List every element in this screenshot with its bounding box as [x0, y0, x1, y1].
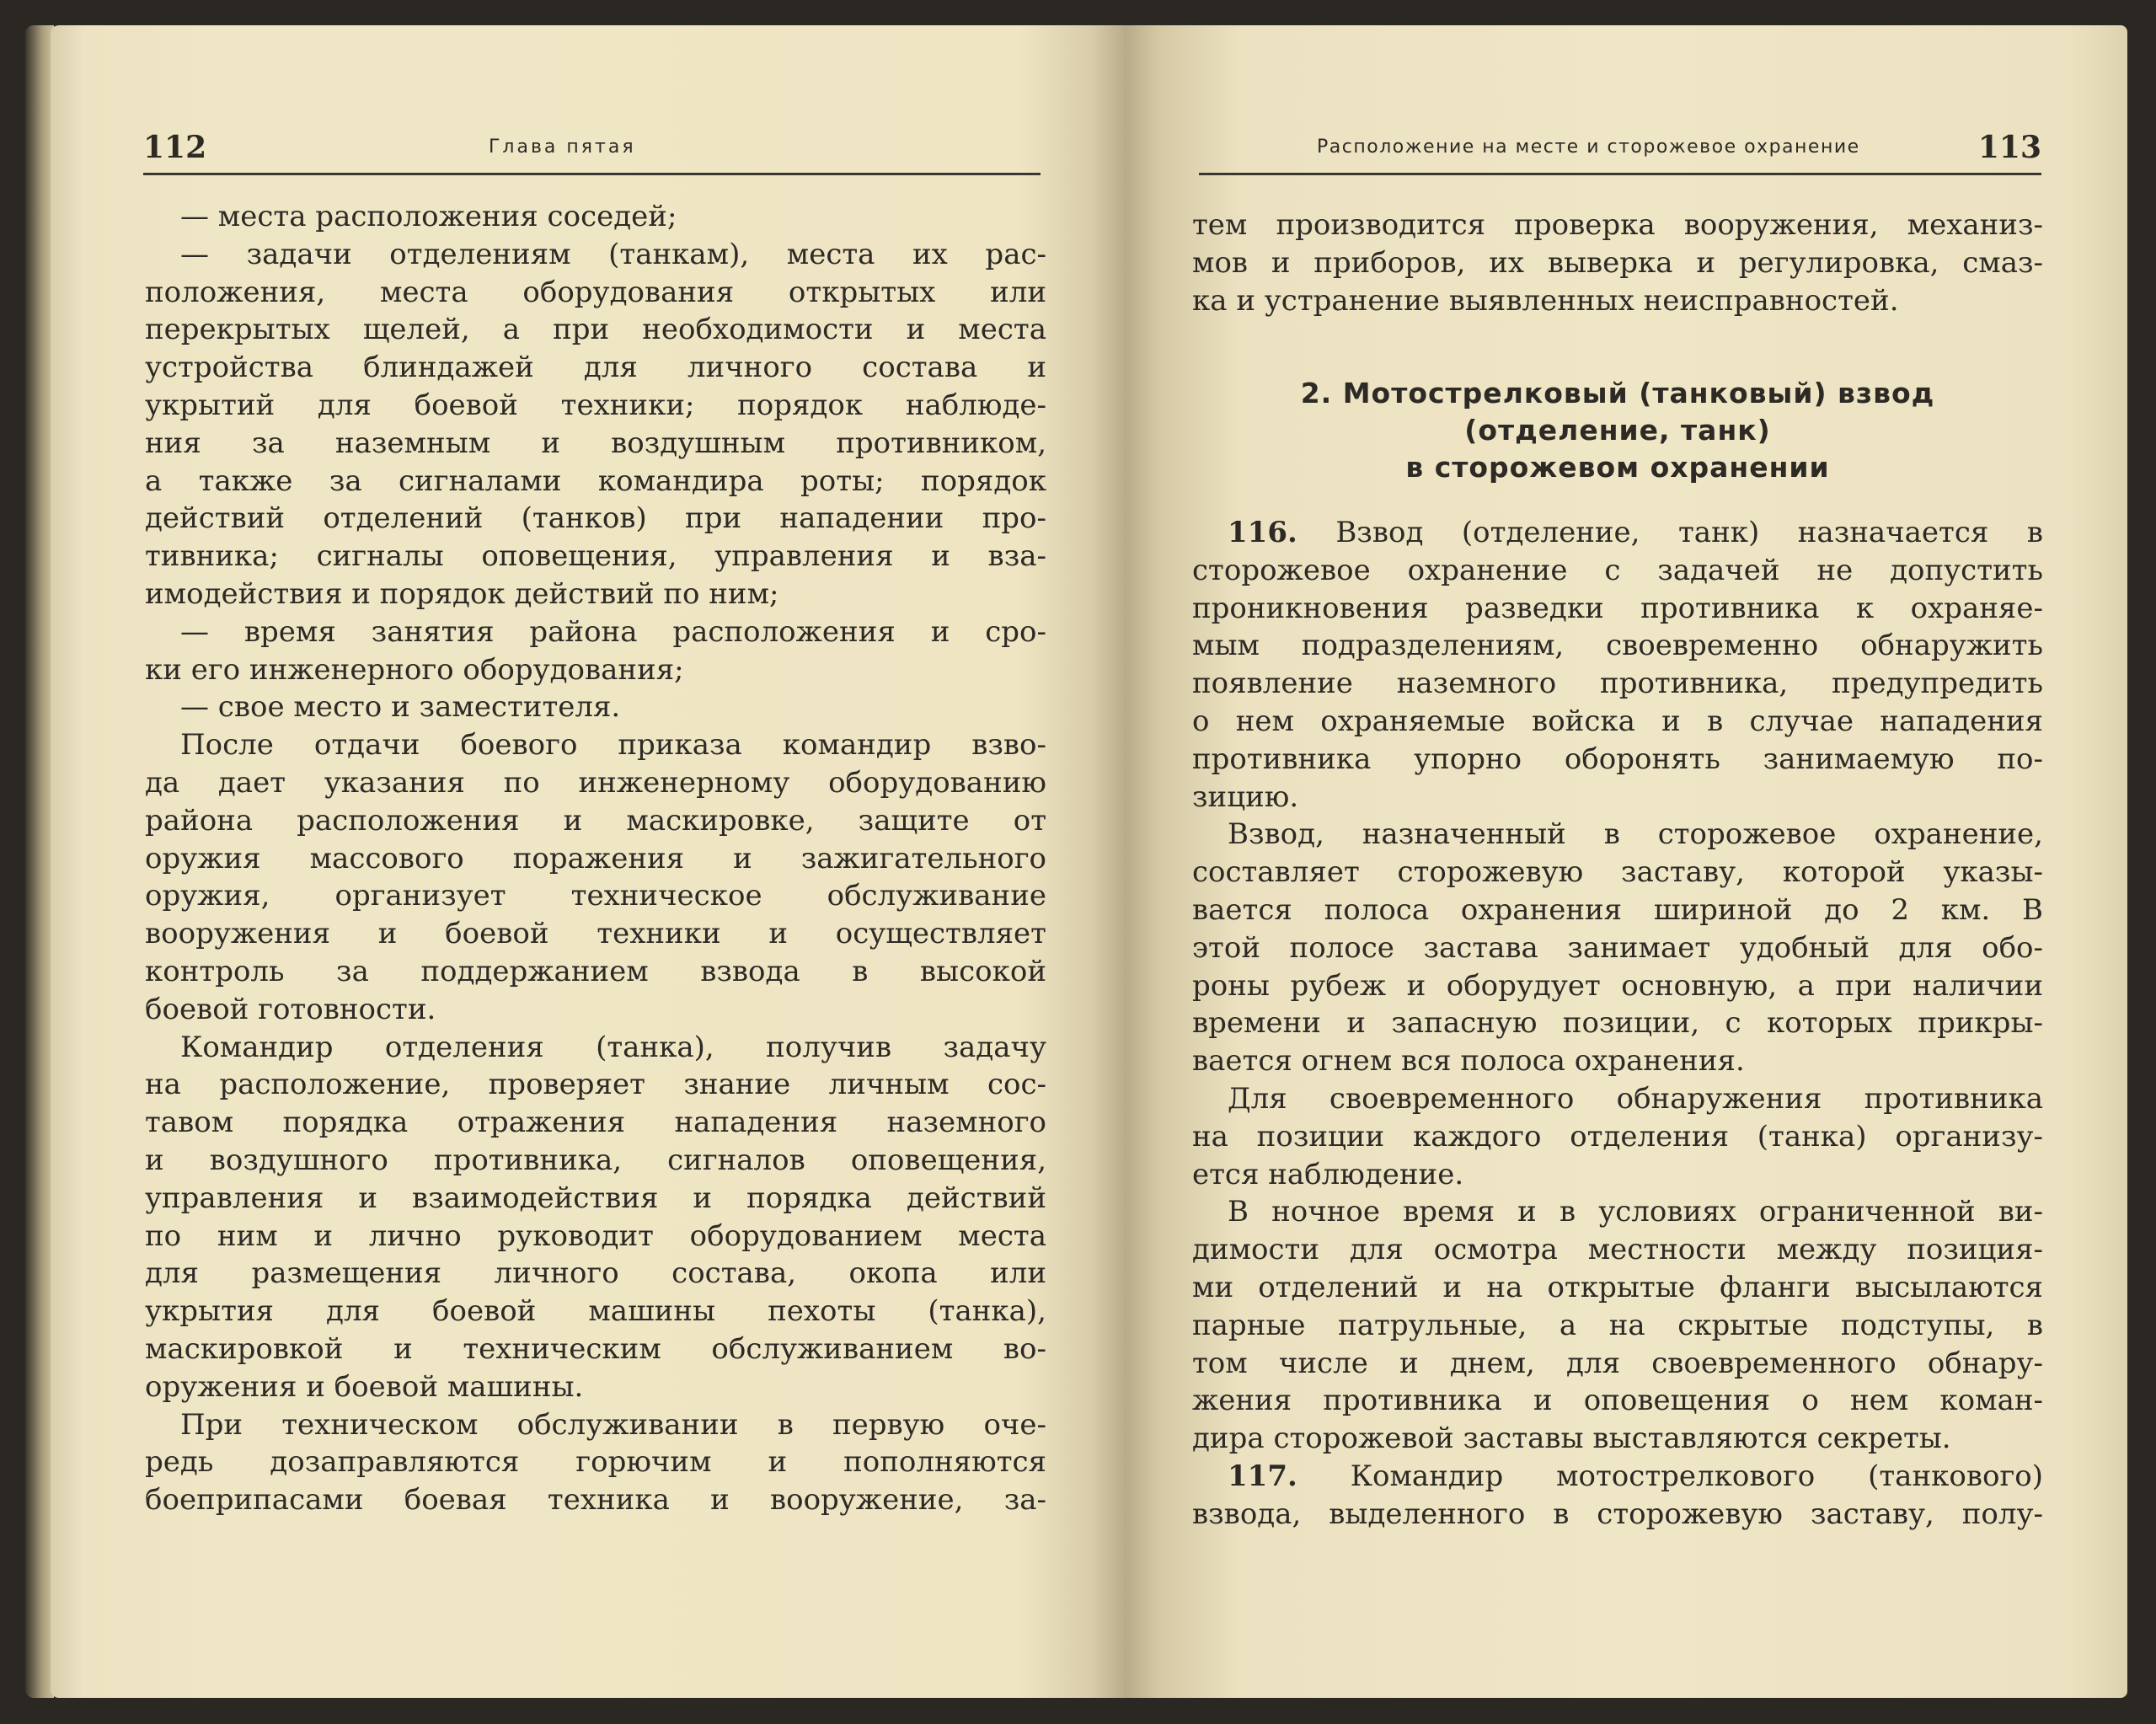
right-page-continuation: [1192, 206, 2043, 319]
text-line-content: положения, места оборудования открытых или: [145, 275, 1046, 309]
running-head: Расположение на месте и сторожевое охранение: [1317, 137, 1860, 158]
section-heading-line: в сторожевом охранении: [1405, 451, 1830, 484]
text-line: [145, 425, 1046, 463]
text-line: [145, 1255, 1046, 1293]
text-line-content: по ним и лично руководит оборудованием места: [145, 1218, 1046, 1253]
text-line-content: редь дозаправляются горючим и пополняются: [145, 1445, 1046, 1480]
left-page-body: [145, 198, 1046, 1519]
text-line: [145, 576, 1046, 613]
text-line-content: вается полоса охранения шириной до 2 км. В: [1192, 892, 2043, 927]
text-line: [1192, 1193, 2043, 1231]
text-line-content: тивника; сигналы оповещения, управления и вза-: [145, 539, 1046, 574]
text-line-content: противника упорно оборонять занимаемую по-: [1192, 742, 2043, 776]
text-line-content: управления и взаимодействия и порядка действий: [145, 1181, 1046, 1215]
text-line-content: — места расположения соседей;: [180, 200, 677, 233]
text-line-content: и воздушного противника, сигналов оповещения,: [145, 1143, 1046, 1177]
text-line-content: этой полосе застава занимает удобный для обо-: [1192, 930, 2043, 965]
text-line: [145, 915, 1046, 953]
text-line: [145, 991, 1046, 1029]
text-line-content: — время занятия района расположения и сро-: [180, 614, 1046, 649]
left-page-header: [143, 125, 1041, 175]
text-line: [1192, 854, 2043, 891]
text-line: [145, 651, 1046, 689]
text-line: [145, 1142, 1046, 1180]
text-line-content: жения противника и оповещения о нем коман-: [1192, 1384, 2043, 1418]
text-line-content: Взвод, назначенный в сторожевое охранение,: [1228, 817, 2043, 852]
text-line-content: Командир отделения (танка), получив задачу: [180, 1030, 1046, 1064]
text-line: [145, 1481, 1046, 1519]
text-line: [145, 1180, 1046, 1218]
text-line: [1192, 1307, 2043, 1345]
text-line: [145, 1104, 1046, 1142]
text-line: [1192, 206, 2043, 244]
text-line: [1192, 1004, 2043, 1042]
text-line-content: ми отделений и на открытые фланги высылаются: [1192, 1270, 2043, 1304]
text-line-content: ния за наземным и воздушным противником,: [145, 426, 1046, 460]
text-line: [1192, 929, 2043, 967]
page-number: 113: [1977, 130, 2041, 165]
text-line: [1192, 244, 2043, 282]
text-line-content: составляет сторожевую заставу, которой указы-: [1192, 855, 2043, 890]
text-line-content: вается огнем вся полоса охранения.: [1192, 1044, 1745, 1079]
text-line-content: парные патрульные, а на скрытые подступы, в: [1192, 1308, 2043, 1342]
text-line: [145, 236, 1046, 274]
text-line: [1192, 1420, 2043, 1458]
text-line: [1192, 514, 2043, 552]
text-line: [145, 688, 1046, 726]
text-line: [1192, 1269, 2043, 1307]
text-line: [145, 1029, 1046, 1067]
text-line: [145, 198, 1046, 236]
text-line: [145, 840, 1046, 878]
section-heading-line: (отделение, танк): [1464, 414, 1771, 447]
text-line: [145, 538, 1046, 576]
text-line: [1192, 1496, 2043, 1534]
text-line: [145, 802, 1046, 840]
text-line: [1192, 703, 2043, 741]
text-line: [145, 1368, 1046, 1406]
text-line: [1192, 741, 2043, 779]
text-line-content: После отдачи боевого приказа командир взво-: [180, 728, 1046, 763]
text-line: [145, 349, 1046, 387]
text-line: [145, 1066, 1046, 1104]
text-line: [145, 274, 1046, 312]
text-line-content: оружия массового поражения и зажигательного: [145, 841, 1046, 875]
book-spine-edge: [25, 25, 54, 1698]
text-line: [1192, 1345, 2043, 1383]
text-line-content: димости для осмотра местности между позиция-: [1192, 1233, 2043, 1267]
text-line: [145, 1293, 1046, 1330]
text-line-content: а также за сигналами командира роты; порядок: [145, 463, 1046, 498]
running-head: Глава пятая: [489, 137, 636, 158]
text-line: [145, 311, 1046, 349]
text-line-content: укрытий для боевой техники; порядок наблюде-: [145, 388, 1046, 422]
text-line-content: взвода, выделенного в сторожевую заставу, полу-: [1192, 1496, 2043, 1531]
text-line-content: оружия, организует техническое обслуживание: [145, 879, 1046, 913]
paragraph-number: 117.: [1228, 1459, 1297, 1493]
text-line: [145, 613, 1046, 651]
right-page-body: [1192, 514, 2043, 1534]
text-line-content: Командир мотострелкового (танкового): [1297, 1459, 2043, 1493]
text-line: [1192, 891, 2043, 929]
text-line: [145, 1330, 1046, 1368]
text-line-content: имодействия и порядок действий по ним;: [145, 576, 779, 611]
text-line: [1192, 779, 2043, 816]
text-line: [1192, 1042, 2043, 1080]
text-line: [145, 877, 1046, 915]
text-line-content: мов и приборов, их выверка и регулировка, смаз-: [1192, 245, 2043, 280]
text-line-content: боеприпасами боевая техника и вооружение, за-: [145, 1483, 1046, 1518]
text-line: [145, 1443, 1046, 1481]
text-line-content: оружения и боевой машины.: [145, 1369, 584, 1404]
text-line-content: перекрытых щелей, а при необходимости и места: [145, 313, 1046, 347]
text-line-content: — свое место и заместителя.: [180, 690, 621, 725]
text-line-content: вооружения и боевой техники и осуществляет: [145, 917, 1046, 951]
text-line-content: появление наземного противника, предупредить: [1192, 667, 2043, 701]
text-line-content: маскировкой и техническим обслуживанием во-: [145, 1331, 1046, 1366]
text-line: [145, 387, 1046, 425]
text-line-content: боевой готовности.: [145, 992, 436, 1026]
text-line-content: устройства блиндажей для личного состава и: [145, 351, 1046, 385]
text-line: [1192, 1118, 2043, 1156]
text-line-content: Для своевременного обнаружения противника: [1228, 1081, 2043, 1116]
text-line: [1192, 282, 2043, 320]
right-page-header: [1199, 125, 2041, 175]
text-line: [145, 764, 1046, 802]
text-line: [1192, 1231, 2043, 1269]
text-line: [1192, 590, 2043, 628]
text-line-content: роны рубеж и оборудует основную, а при наличии: [1192, 968, 2043, 1003]
text-line-content: Взвод (отделение, танк) назначается в: [1297, 516, 2043, 549]
text-line: [1192, 1156, 2043, 1194]
text-line-content: на позиции каждого отделения (танка) организу-: [1192, 1119, 2043, 1154]
left-page: [51, 25, 1125, 1698]
text-line-content: тавом порядка отражения нападения наземного: [145, 1106, 1046, 1140]
text-line-content: проникновения разведки противника к охраняе-: [1192, 591, 2043, 625]
text-line: [1192, 627, 2043, 665]
text-line: [1192, 665, 2043, 703]
text-line-content: дира сторожевой заставы выставляются секреты.: [1192, 1421, 1951, 1456]
text-line-content: В ночное время и в условиях ограниченной ви-: [1228, 1195, 2043, 1229]
text-line: [145, 1218, 1046, 1256]
text-line-content: ка и устранение выявленных неисправностей.: [1192, 283, 1899, 318]
text-line: [1192, 1382, 2043, 1420]
text-line: [145, 500, 1046, 538]
text-line: [145, 953, 1046, 991]
text-line-content: зицию.: [1192, 779, 1299, 814]
text-line-content: времени и запасную позиции, с которых прикры-: [1192, 1006, 2043, 1041]
text-line-content: том числе и днем, для своевременного обнару-: [1192, 1346, 2043, 1380]
text-line-content: При техническом обслуживании в первую оче-: [180, 1407, 1046, 1442]
text-line-content: контроль за поддержанием взвода в высокой: [145, 954, 1046, 988]
text-line-content: для размещения личного состава, окопа или: [145, 1256, 1046, 1291]
text-line-content: ется наблюдение.: [1192, 1157, 1464, 1191]
text-line-content: укрытия для боевой машины пехоты (танка),: [145, 1294, 1046, 1329]
text-line-content: действий отделений (танков) при нападении про-: [145, 501, 1046, 536]
text-line: [1192, 1458, 2043, 1496]
page-number: 112: [143, 130, 207, 165]
text-line: [1192, 816, 2043, 854]
paragraph-number: 116.: [1228, 516, 1297, 549]
text-line-content: ки его инженерного оборудования;: [145, 652, 684, 687]
text-line: [145, 726, 1046, 764]
text-line: [145, 1406, 1046, 1444]
text-line: [1192, 967, 2043, 1005]
text-line-content: тем производится проверка вооружения, механиз-: [1192, 208, 2043, 242]
text-line-content: сторожевое охранение с задачей не допустить: [1192, 553, 2043, 587]
text-line-content: да дает указания по инженерному оборудованию: [145, 765, 1046, 800]
text-line-content: на расположение, проверяет знание личным сос-: [145, 1068, 1046, 1102]
section-heading-line: 2. Мотострелковый (танковый) взвод: [1300, 377, 1935, 410]
section-heading: [1192, 375, 2043, 486]
text-line-content: о нем охраняемые войска и в случае нападения: [1192, 704, 2043, 738]
text-line-content: — задачи отделениям (танкам), места их рас-: [180, 237, 1046, 271]
text-line: [145, 463, 1046, 501]
text-line: [1192, 1080, 2043, 1118]
right-page: [1125, 25, 2127, 1698]
text-line-content: мым подразделениям, своевременно обнаружить: [1192, 629, 2043, 663]
text-line: [1192, 552, 2043, 590]
text-line-content: района расположения и маскировке, защите от: [145, 803, 1046, 838]
